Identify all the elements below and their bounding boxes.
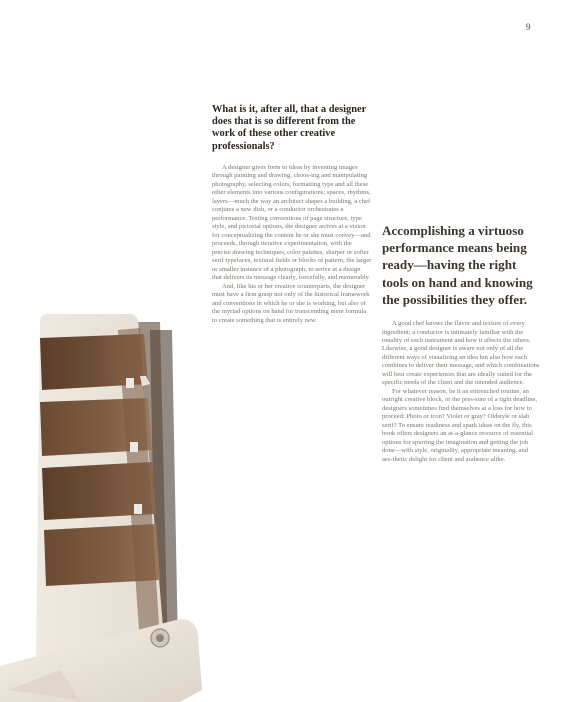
right-paragraph-2: For whatever reason, be it an entrenched routine, an outright creative block, or the pres-sure of a tight deadline, designers sometimes find themselves at a loss for how to proceed: Photo or icon? Violet or gray? Oldstyle or slab serif? To ensure readiness and spark ideas on the fly, this book offers designers an at-a-glance resource of essential options for spurring the imagination and getting the job done—with style, originality, appropriate meaning, and aes-thetic delight for client and audience alike. xyxy=(382,387,538,463)
swatch-chip-4 xyxy=(44,524,160,586)
page-number: 9 xyxy=(526,22,531,32)
swatch-card xyxy=(36,314,164,660)
swatch-chip-1 xyxy=(40,334,148,390)
left-column xyxy=(212,104,372,325)
right-column xyxy=(382,222,542,464)
swatch-chip-2 xyxy=(40,398,152,456)
swatch-chip-3 xyxy=(42,462,156,520)
grommet xyxy=(151,629,169,647)
swatch-base-card xyxy=(0,619,202,702)
swatch-card-back-1 xyxy=(138,322,168,658)
right-paragraph-1: A good chef knows the flavor and texture of every ingredient; a conductor is intimately familiar with the tonality of each instrument and how it affects the others. Likewise, a good designer is aware not only of all the different ways of visualizing an idea but also how each combines to deliver their message, and which combinations will best create experiences that are ideally suited for the specific needs of the client and the intended audience. xyxy=(382,320,540,387)
left-paragraph-2: And, like his or her creative counterparts, the designer must have a firm grasp not only of the historical framework and conventions in which he or she is working, but also of the myriad options on hand for transcending mere formula to create something that is entirely new. xyxy=(212,282,370,324)
section-heading: What is it, after all, that a designer does that is so different from the work of these other creative professionals? xyxy=(212,104,367,152)
pull-quote: Accomplishing a virtuoso performance means being ready—having the right tools on hand and knowing the possibilities they offer. xyxy=(382,223,533,307)
swatch-card-back-2 xyxy=(150,330,178,652)
left-paragraph-1: A designer gives form to ideas by inventing images through painting and drawing, choos-ing and manipulating photography, selecting colors, formatting type and all these other elements into various configurations; spaces, rhythms, layers—much the way an architect shapes a building, a chef conjures a new dish, or a conductor orchestrates a performance. Testing conventions of page structure, type style, and pictorial options, the designer arrives at a vision for conceptualizing the content he or she must convey—and proceeds, through iterative experimentation, with the precise drawing techniques, color palettes, sharper or softer serif typefaces, textural fields or blocks of pattern, the larger or smaller instance of a photograph, to arrive at a design that delivers its message clearly, forcefully, and memorably. xyxy=(212,163,372,282)
